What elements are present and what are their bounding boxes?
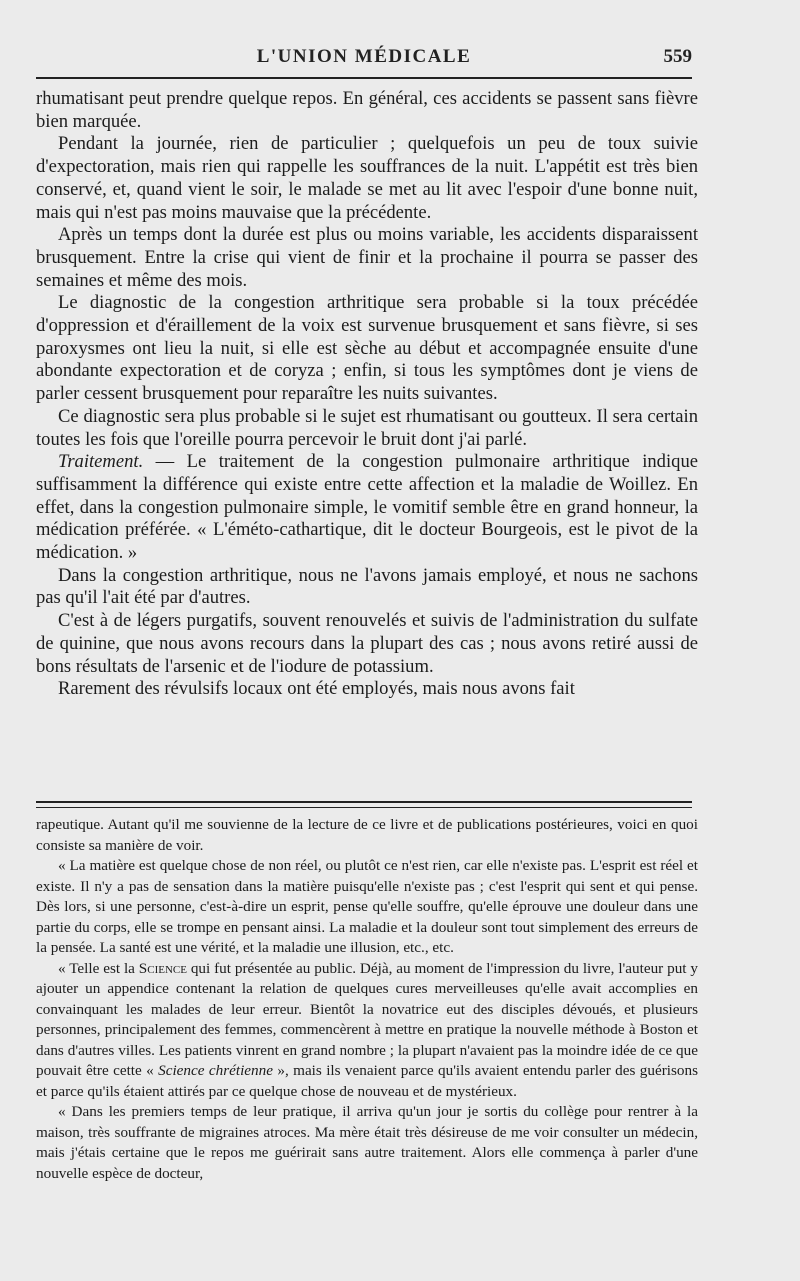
journal-title: L'UNION MÉDICALE [256, 46, 472, 67]
paragraph: C'est à de légers purgatifs, souvent renouvelés et suivis de l'administration du sulfate de quinine, que nous avons recours dans la plupart des cas ; nous avons retiré aussi de bons résultats de l'arsenic et de l'iodure de potassium. [36, 610, 698, 677]
paragraph: Ce diagnostic sera plus probable si le sujet est rhumatisant ou goutteux. Il sera certain toutes les fois que l'oreille pourra percevoir le bruit dont j'ai parlé. [36, 405, 698, 450]
italic-title: Science chrétienne [158, 1062, 273, 1079]
paragraph: Après un temps dont la durée est plus ou moins variable, les accidents disparaissent brusquement. Entre la crise qui vient de finir et la prochaine il pourra se passer des semaines et même des mois. [36, 224, 698, 291]
section-label: Traitement. [58, 451, 144, 473]
footnote-text-run: », mais ils venaient parce qu'ils avaient entendu parler des guérisons et parce qu'ils étaient attirés par ce quelque chose de nouveau et de mystérieux. [36, 1062, 699, 1100]
footnote-paragraph: « La matière est quelque chose de non réel, ou plutôt ce n'est rien, car elle n'existe pas. L'esprit est réel et existe. Il n'y a pas de sensation dans la matière puisqu'elle n'existe pas ; c'est l'esprit qui sent et qui pense. Dès lors, si une personne, c'est-à-dire un esprit, pense qu'elle souffre, qu'elle éprouve une douleur dans une partie du corps, elle se trompe en pensant ainsi. La maladie et la douleur sont tout simplement des erreurs de la pensée. La santé est une vérité, et la maladie une illusion, etc., etc. [36, 857, 698, 956]
header-rule [36, 77, 692, 79]
paragraph-traitement [36, 451, 698, 565]
paragraph: Le diagnostic de la congestion arthritique sera probable si la toux précédée d'oppression et d'éraillement de la voix est survenue brusquement et sans fièvre, si ses paroxysmes ont lieu la nuit, si elle est sèche au début et accompagnée ensuite d'une abondante expectoration et de coryza ; enfin, si tous les symptômes dont je viens de parler cessent brusquement pour reparaître les nuits suivantes. [36, 292, 698, 405]
running-header [36, 42, 692, 76]
page-number: 559 [663, 46, 692, 67]
paragraph: Pendant la journée, rien de particulier ; quelquefois un peu de toux suivie d'expectoration, mais rien qui rappelle les souffrances de la nuit. L'appétit est très bien conservé, et, quand vient le soir, le malade se met au lit avec l'espoir d'une bonne nuit, mais qui n'est pas moins mauvaise que la précédente. [36, 133, 698, 223]
footnote-separator [36, 801, 692, 808]
footnote-text [36, 815, 698, 1184]
footnote-paragraph: « Dans les premiers temps de leur pratique, il arriva qu'un jour je sortis du collège pour rentrer à la maison, très souffrante de migraines atroces. Ma mère était très désireuse de me voir consulter un médecin, mais j'étais certaine que le repos me guérirait sans autre traitement. Alors elle commença à parler d'une nouvelle espèce de docteur, [36, 1103, 698, 1182]
footnote-paragraph: rapeutique. Autant qu'il me souvienne de la lecture de ce livre et de publications postérieures, voici en quoi consiste sa manière de voir. [36, 816, 698, 854]
footnote-text-run: qui fut présentée au public. Déjà, au moment de l'impression du livre, l'auteur put y ajouter un appendice contenant la relation de quelques cures merveilleuses qu'elle avait accomplies en convainquant les malades de leur erreur. Bientôt la novatrice eut des disciples dévoués, et plusieurs personnes, principalement des femmes, commencèrent à mettre en pratique la nouvelle méthode à Boston et dans d'autres villes. Les patients vinrent en grand nombre ; la plupart n'avaient pas la moindre idée de ce que pouvait être cette « [36, 959, 698, 1079]
paragraph-text: — Le traitement de la congestion pulmonaire arthritique indique suffisamment la différence qui existe entre cette affection et la maladie de Woillez. En effet, dans la congestion pulmonaire simple, le vomitif semble être en grand honneur, la médication préférée. « L'éméto-cathartique, dit le docteur Bourgeois, est le pivot de la médication. » [36, 451, 698, 564]
paragraph: Rarement des révulsifs locaux ont été employés, mais nous avons fait [58, 678, 575, 700]
footnote-paragraph [36, 959, 698, 1103]
small-caps-word: Science [138, 959, 187, 977]
footnote-text-run: « Telle est la [58, 959, 139, 977]
paragraph: rhumatisant peut prendre quelque repos. En général, ces accidents se passent sans fièvre bien marquée. [36, 88, 698, 132]
paragraph: Dans la congestion arthritique, nous ne l'avons jamais employé, et nous ne sachons pas qu'il l'ait été par d'autres. [36, 564, 698, 609]
main-text [36, 88, 698, 701]
